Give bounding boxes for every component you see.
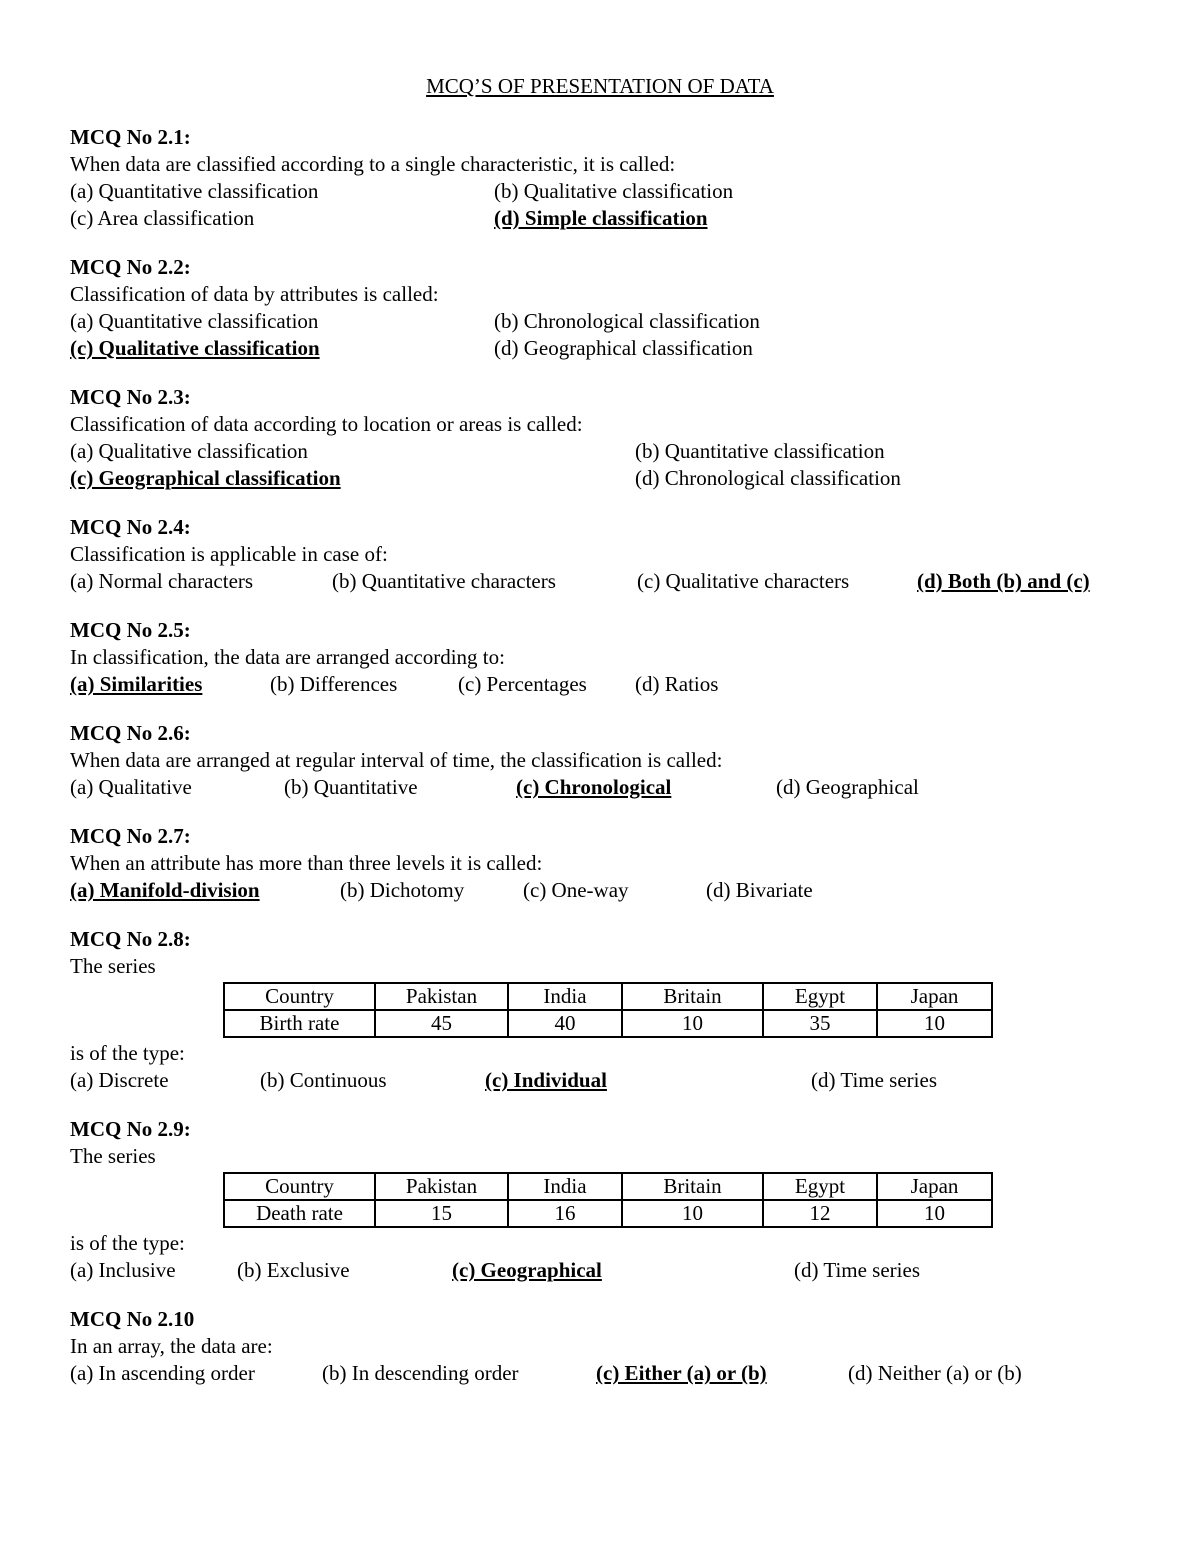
question-text: The series (70, 1144, 156, 1168)
table-cell: Britain (622, 1173, 763, 1200)
option-a: (a) Inclusive (70, 1258, 176, 1282)
option-c-answer: (c) Qualitative classification (70, 336, 320, 360)
table-cell: Pakistan (375, 1173, 508, 1200)
option-row (70, 178, 1130, 205)
option-b: (b) Quantitative characters (332, 569, 556, 593)
question-heading: MCQ No 2.5: (70, 618, 191, 642)
option-c: (c) Qualitative characters (637, 569, 850, 593)
table-cell: Birth rate (224, 1010, 375, 1037)
option-row (70, 465, 1130, 492)
question-heading: MCQ No 2.2: (70, 255, 191, 279)
question-text: When an attribute has more than three levels it is called: (70, 851, 543, 875)
table-cell: Egypt (763, 983, 877, 1010)
question-text: Classification of data by attributes is called: (70, 282, 439, 306)
table-cell: 10 (877, 1200, 992, 1227)
option-c-answer: (c) Either (a) or (b) (596, 1361, 767, 1385)
series-table (223, 982, 993, 1038)
option-row (70, 308, 1130, 335)
option-c-answer: (c) Individual (485, 1068, 607, 1092)
question-heading: MCQ No 2.9: (70, 1117, 191, 1141)
table-cell: 35 (763, 1010, 877, 1037)
option-d: (d) Ratios (635, 672, 719, 696)
question-text: When data are classified according to a single characteristic, it is called: (70, 152, 676, 176)
option-row (70, 774, 1130, 801)
table-cell: 10 (877, 1010, 992, 1037)
question-heading: MCQ No 2.6: (70, 721, 191, 745)
option-row (70, 1360, 1130, 1387)
option-row (70, 568, 1130, 595)
question-heading: MCQ No 2.8: (70, 927, 191, 951)
question-text: In classification, the data are arranged according to: (70, 645, 505, 669)
table-cell: 10 (622, 1200, 763, 1227)
question-2-7 (70, 823, 1130, 904)
table-row (224, 1200, 992, 1227)
question-heading: MCQ No 2.1: (70, 125, 191, 149)
option-c: (c) One-way (523, 878, 629, 902)
option-b: (b) Exclusive (237, 1258, 350, 1282)
series-table (223, 1172, 993, 1228)
question-text: In an array, the data are: (70, 1334, 273, 1358)
table-cell: 15 (375, 1200, 508, 1227)
table-cell: 10 (622, 1010, 763, 1037)
question-2-4 (70, 514, 1130, 595)
table-cell: Japan (877, 983, 992, 1010)
option-d: (d) Bivariate (706, 878, 813, 902)
table-cell: India (508, 1173, 622, 1200)
mcq-page (70, 72, 1130, 1387)
table-cell: 45 (375, 1010, 508, 1037)
question-2-3 (70, 384, 1130, 492)
question-text: The series (70, 954, 156, 978)
question-2-9 (70, 1116, 1130, 1284)
question-text: When data are arranged at regular interval of time, the classification is called: (70, 748, 723, 772)
option-d: (d) Geographical (776, 775, 919, 799)
table-cell: Country (224, 983, 375, 1010)
option-row (70, 438, 1130, 465)
table-cell: Britain (622, 983, 763, 1010)
question-2-6 (70, 720, 1130, 801)
option-row (70, 1067, 1130, 1094)
question-2-2 (70, 254, 1130, 362)
question-heading: MCQ No 2.7: (70, 824, 191, 848)
table-cell: 40 (508, 1010, 622, 1037)
option-b: (b) Dichotomy (340, 878, 465, 902)
option-c-answer: (c) Chronological (516, 775, 672, 799)
option-d: (d) Chronological classification (635, 466, 901, 490)
option-c: (c) Area classification (70, 206, 255, 230)
option-c-answer: (c) Geographical (452, 1258, 602, 1282)
option-b: (b) Differences (270, 672, 398, 696)
option-row (70, 335, 1130, 362)
question-2-1 (70, 124, 1130, 232)
option-a: (a) Quantitative classification (70, 309, 319, 333)
question-2-5 (70, 617, 1130, 698)
question-heading: MCQ No 2.4: (70, 515, 191, 539)
question-heading: MCQ No 2.10 (70, 1307, 195, 1331)
page-title: MCQ’S OF PRESENTATION OF DATA (426, 74, 774, 98)
option-a: (a) Qualitative classification (70, 439, 308, 463)
option-a-answer: (a) Similarities (70, 672, 203, 696)
option-b: (b) Qualitative classification (494, 179, 734, 203)
option-b: (b) Continuous (260, 1068, 387, 1092)
table-header-row (224, 983, 992, 1010)
option-a: (a) Normal characters (70, 569, 254, 593)
question-text: Classification is applicable in case of: (70, 542, 388, 566)
option-c-answer: (c) Geographical classification (70, 466, 341, 490)
option-row (70, 877, 1130, 904)
option-d: (d) Time series (794, 1258, 920, 1282)
question-text-continued: is of the type: (70, 1231, 185, 1255)
table-cell: India (508, 983, 622, 1010)
option-b: (b) Chronological classification (494, 309, 760, 333)
question-2-8 (70, 926, 1130, 1094)
option-row (70, 205, 1130, 232)
option-b: (b) Quantitative (284, 775, 418, 799)
table-header-row (224, 1173, 992, 1200)
option-a-answer: (a) Manifold-division (70, 878, 260, 902)
option-c: (c) Percentages (458, 672, 587, 696)
option-d: (d) Geographical classification (494, 336, 753, 360)
table-row (224, 1010, 992, 1037)
table-cell: Pakistan (375, 983, 508, 1010)
table-cell: Country (224, 1173, 375, 1200)
question-2-10 (70, 1306, 1130, 1387)
table-cell: 12 (763, 1200, 877, 1227)
option-a: (a) Discrete (70, 1068, 169, 1092)
option-a: (a) In ascending order (70, 1361, 255, 1385)
option-d: (d) Neither (a) or (b) (848, 1361, 1022, 1385)
option-b: (b) Quantitative classification (635, 439, 885, 463)
series-table-wrap (70, 1172, 1130, 1230)
option-a: (a) Qualitative (70, 775, 192, 799)
option-d-answer: (d) Simple classification (494, 206, 708, 230)
option-d: (d) Time series (811, 1068, 937, 1092)
option-b: (b) In descending order (322, 1361, 519, 1385)
option-row (70, 1257, 1130, 1284)
question-text: Classification of data according to location or areas is called: (70, 412, 583, 436)
option-d-answer: (d) Both (b) and (c) (917, 569, 1090, 593)
table-cell: Japan (877, 1173, 992, 1200)
table-cell: Death rate (224, 1200, 375, 1227)
option-a: (a) Quantitative classification (70, 179, 319, 203)
question-text-continued: is of the type: (70, 1041, 185, 1065)
option-row (70, 671, 1130, 698)
table-cell: 16 (508, 1200, 622, 1227)
question-heading: MCQ No 2.3: (70, 385, 191, 409)
series-table-wrap (70, 982, 1130, 1040)
table-cell: Egypt (763, 1173, 877, 1200)
